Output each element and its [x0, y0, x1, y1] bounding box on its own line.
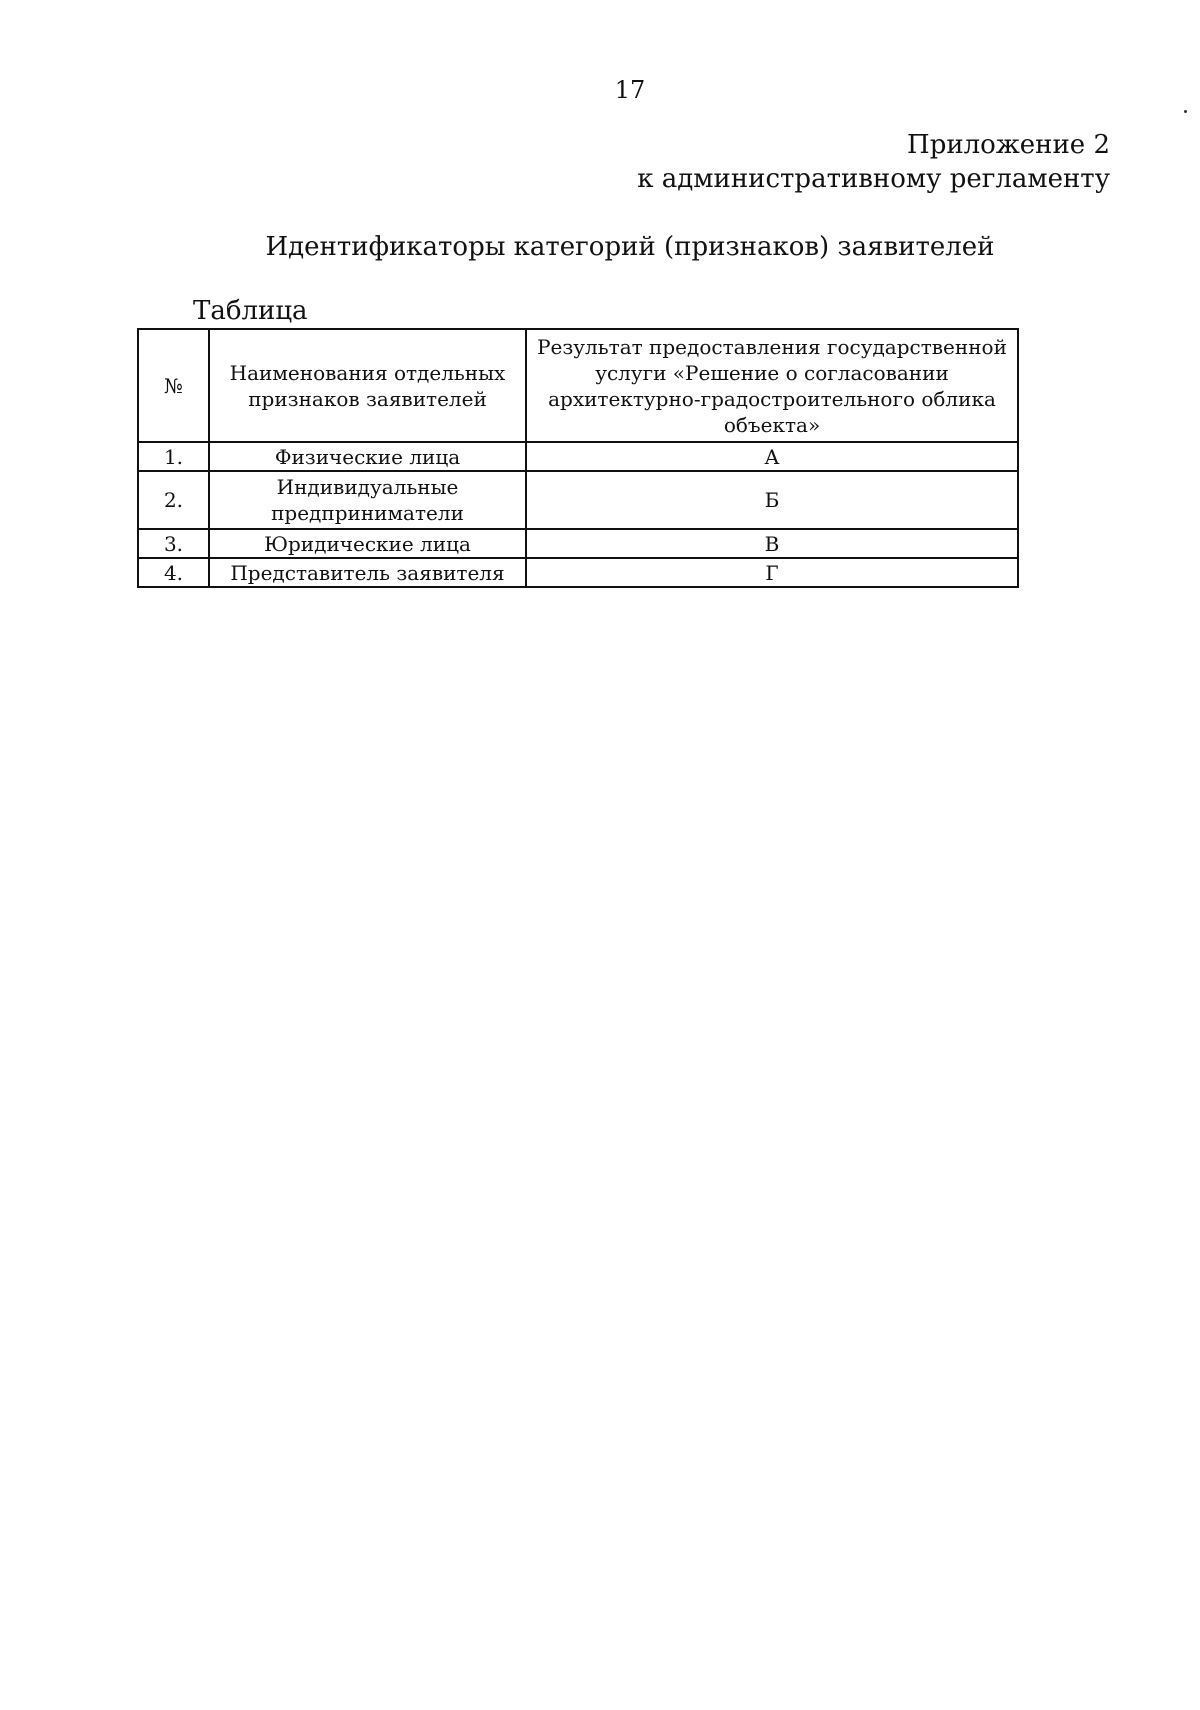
applicant-identifiers-table [137, 328, 1019, 588]
row-number: 2. [138, 471, 209, 529]
appendix-note [637, 128, 1110, 196]
table-row [138, 558, 1018, 587]
row-result: А [526, 442, 1018, 471]
header-name: Наименования отдельных признаков заявителей [209, 329, 526, 442]
table-row [138, 471, 1018, 529]
row-number: 4. [138, 558, 209, 587]
table-caption: Таблица [193, 296, 308, 326]
row-name: Индивидуальные предприниматели [209, 471, 526, 529]
row-name: Представитель заявителя [209, 558, 526, 587]
header-result: Результат предоставления государственной услуги «Решение о согласовании архитектурно-градостроительного облика объекта» [526, 329, 1018, 442]
table-row [138, 442, 1018, 471]
page-number: 17 [614, 76, 646, 104]
scan-dot [1184, 110, 1187, 113]
row-name: Юридические лица [209, 529, 526, 558]
row-result: В [526, 529, 1018, 558]
row-result: Г [526, 558, 1018, 587]
row-number: 1. [138, 442, 209, 471]
table-header-row [138, 329, 1018, 442]
appendix-line-1: Приложение 2 [907, 130, 1110, 160]
document-title: Идентификаторы категорий (признаков) заявителей [265, 232, 995, 262]
row-result: Б [526, 471, 1018, 529]
row-number: 3. [138, 529, 209, 558]
appendix-line-2: к административному регламенту [637, 164, 1110, 194]
header-number: № [138, 329, 209, 442]
row-name: Физические лица [209, 442, 526, 471]
table-row [138, 529, 1018, 558]
